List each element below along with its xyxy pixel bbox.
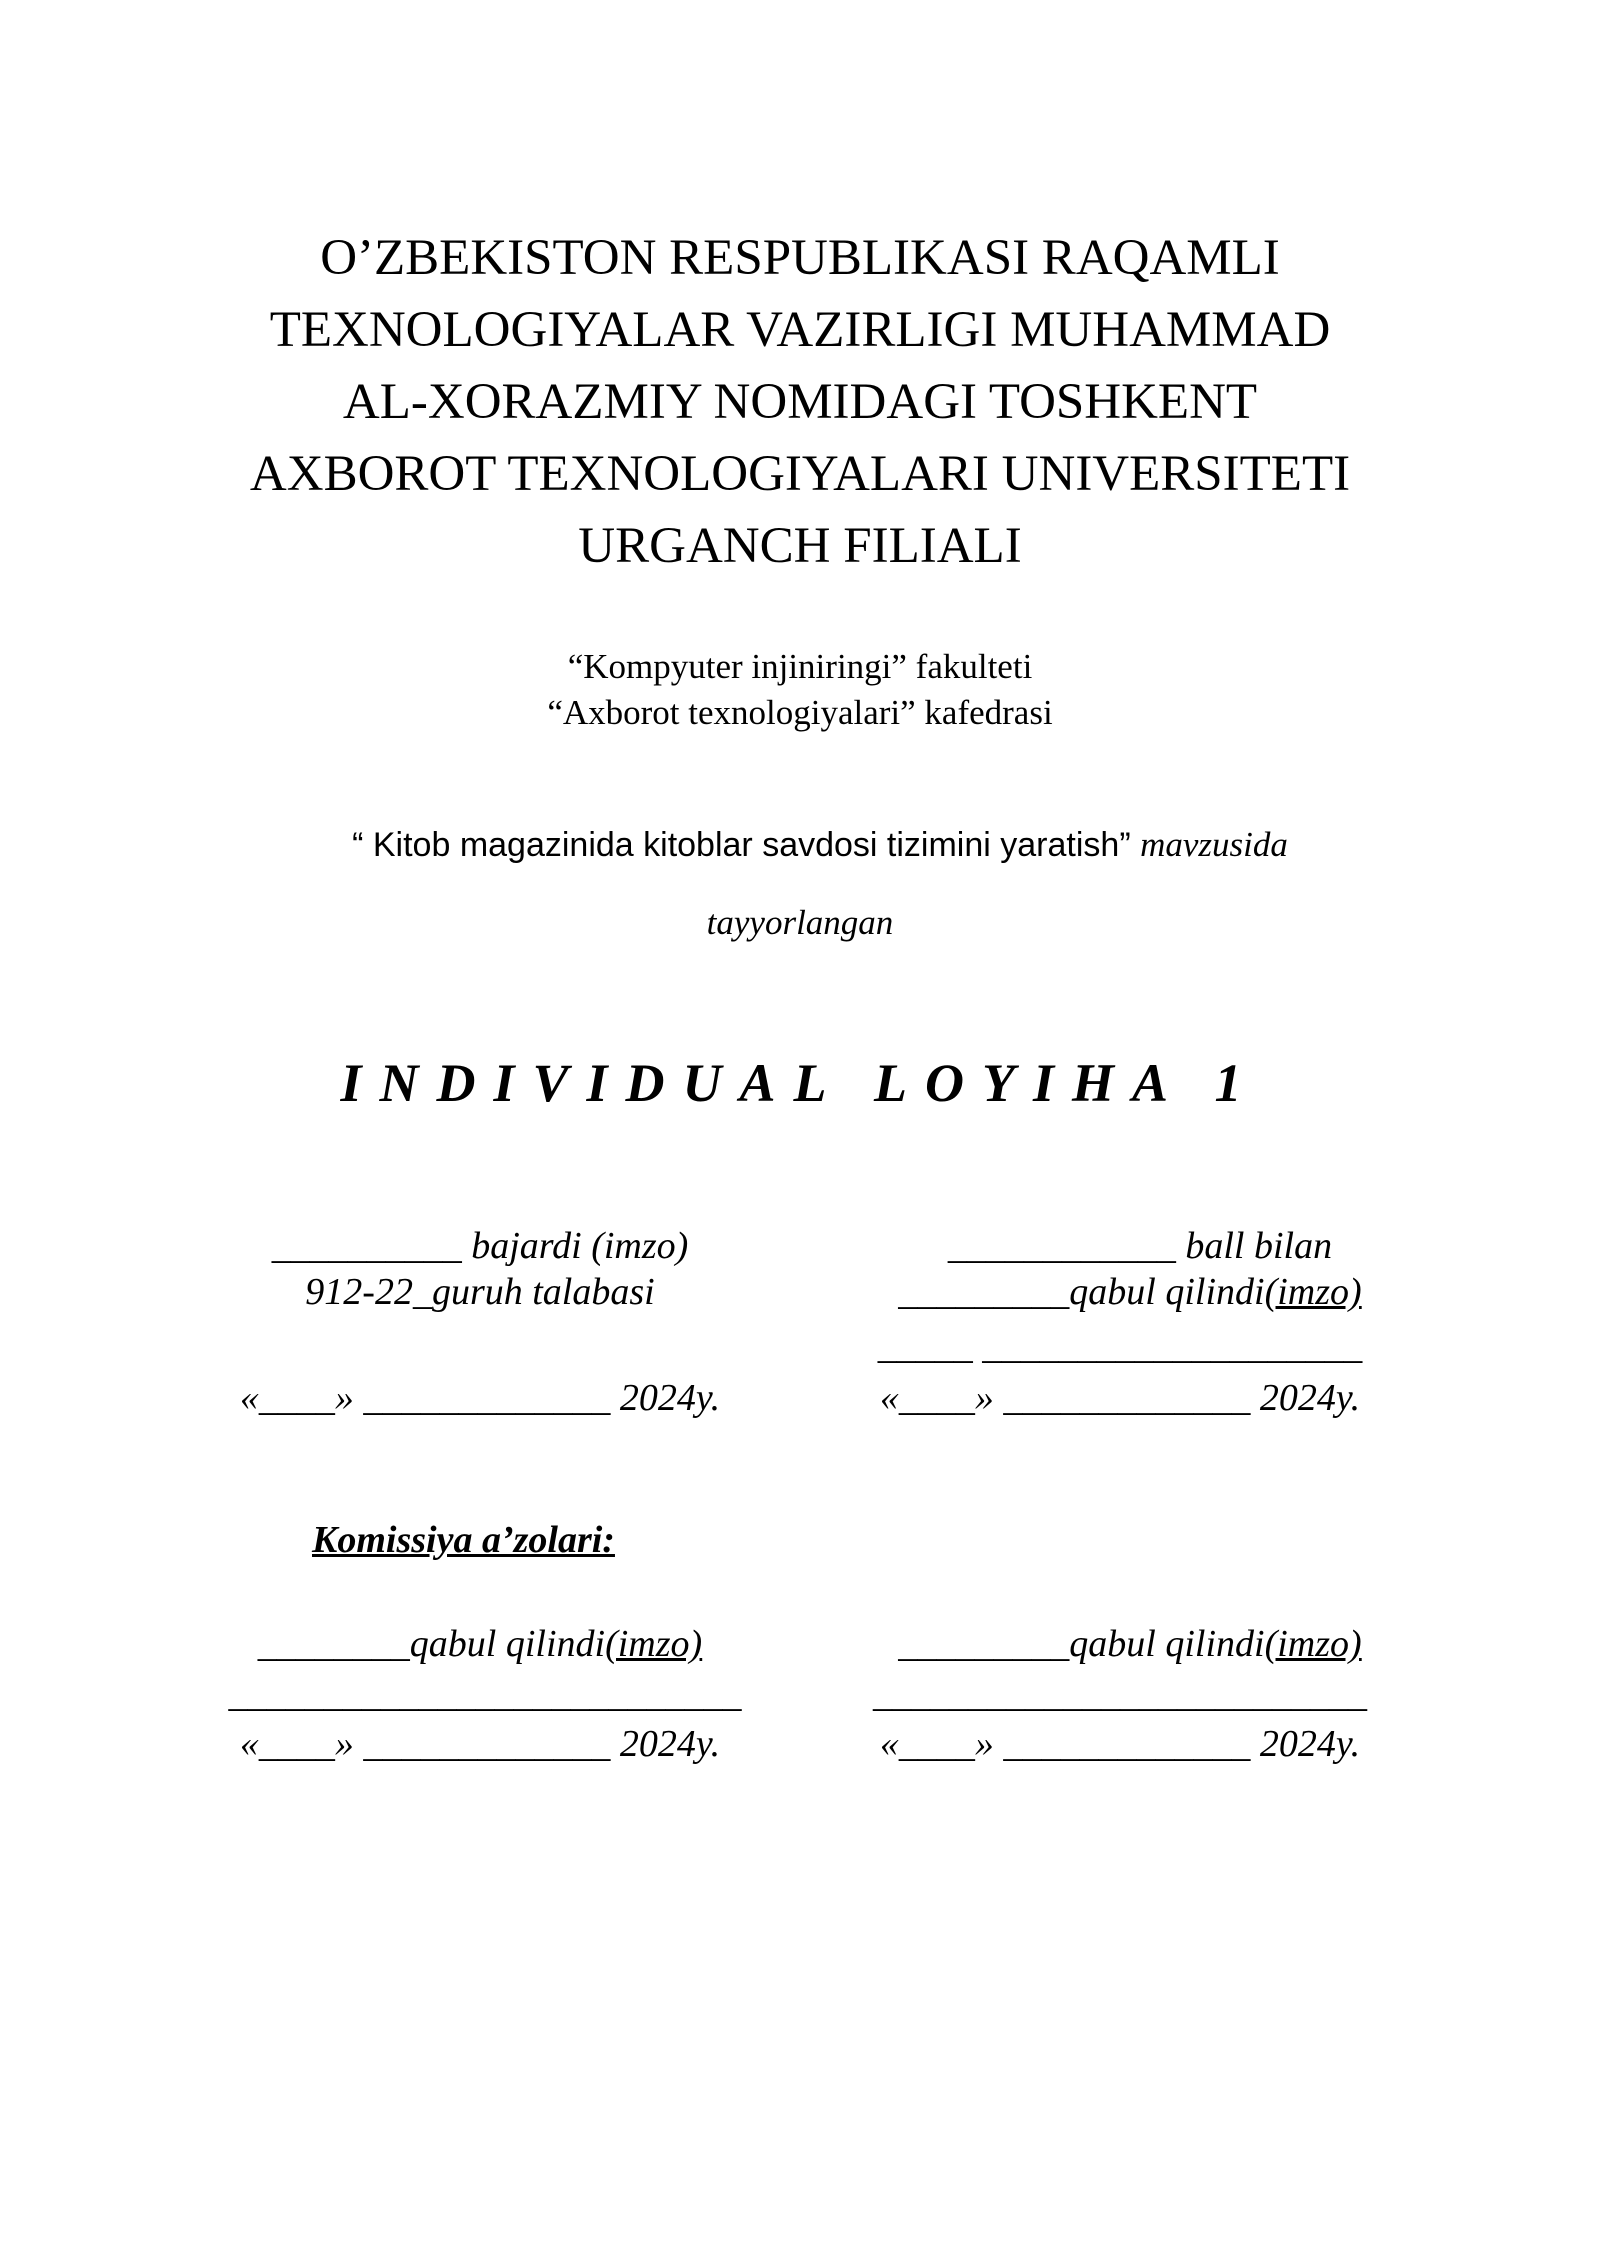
student-group-label: 912-22_guruh talabasi <box>305 1271 655 1313</box>
topic-suffix: mavzusida <box>1140 825 1288 864</box>
header-line-1: O’ZBEKISTON RESPUBLIKASI RAQAMLI <box>320 230 1280 286</box>
commission-right-name-line: __________________________ <box>873 1673 1367 1715</box>
topic-line <box>200 820 1440 870</box>
reviewer-name-line: _____ ____________________ <box>877 1325 1363 1367</box>
university-header <box>100 222 1500 582</box>
student-date-line: «____» _____________ 2024y. <box>239 1377 721 1419</box>
accepted-signature-line <box>860 1268 1400 1316</box>
commission-right-imzo: (imzo) <box>1264 1623 1362 1665</box>
header-line-4: AXBOROT TEXNOLOGIYALARI UNIVERSITETI <box>249 446 1351 502</box>
header-line-2: TEXNOLOGIYALAR VAZIRLIGI MUHAMMAD <box>269 302 1331 358</box>
topic-open-quote: “ <box>352 826 373 864</box>
commission-right-label: _________qabul qilindi <box>898 1623 1265 1665</box>
reviewer-date-line: «____» _____________ 2024y. <box>879 1377 1361 1419</box>
header-line-5: URGANCH FILIALI <box>578 518 1022 574</box>
topic-close-quote: ” <box>1119 826 1141 864</box>
header-line-3: AL-XORAZMIY NOMIDAGI TOSHKENT <box>342 374 1258 430</box>
commission-left-imzo: (imzo) <box>605 1623 703 1665</box>
project-title: INDIVIDUAL LOYIHA 1 <box>340 1053 1260 1113</box>
chair-name: “Axborot texnologiyalari” kafedrasi <box>547 693 1053 732</box>
department-info <box>300 644 1300 736</box>
commission-label: Komissiya a’zolari: <box>312 1519 615 1561</box>
topic-title: Kitob magazinida kitoblar savdosi tizimini yaratish <box>372 826 1120 864</box>
commission-right-date: «____» _____________ 2024y. <box>879 1723 1361 1765</box>
commission-right-signature <box>860 1620 1400 1668</box>
grade-line: ____________ ball bilan <box>947 1225 1333 1267</box>
commission-left-label: ________qabul qilindi <box>257 1623 606 1665</box>
faculty-name: “Kompyuter injiniringi” fakulteti <box>567 647 1033 686</box>
accepted-label: _________qabul qilindi <box>898 1271 1265 1313</box>
commission-left-name-line: ___________________________ <box>228 1673 742 1715</box>
accepted-imzo: (imzo) <box>1264 1271 1362 1313</box>
commission-left-date: «____» _____________ 2024y. <box>239 1723 721 1765</box>
commission-left-signature <box>200 1620 760 1668</box>
topic-prepared-label: tayyorlangan <box>706 903 894 942</box>
student-signature-line: __________ bajardi (imzo) <box>271 1225 689 1267</box>
